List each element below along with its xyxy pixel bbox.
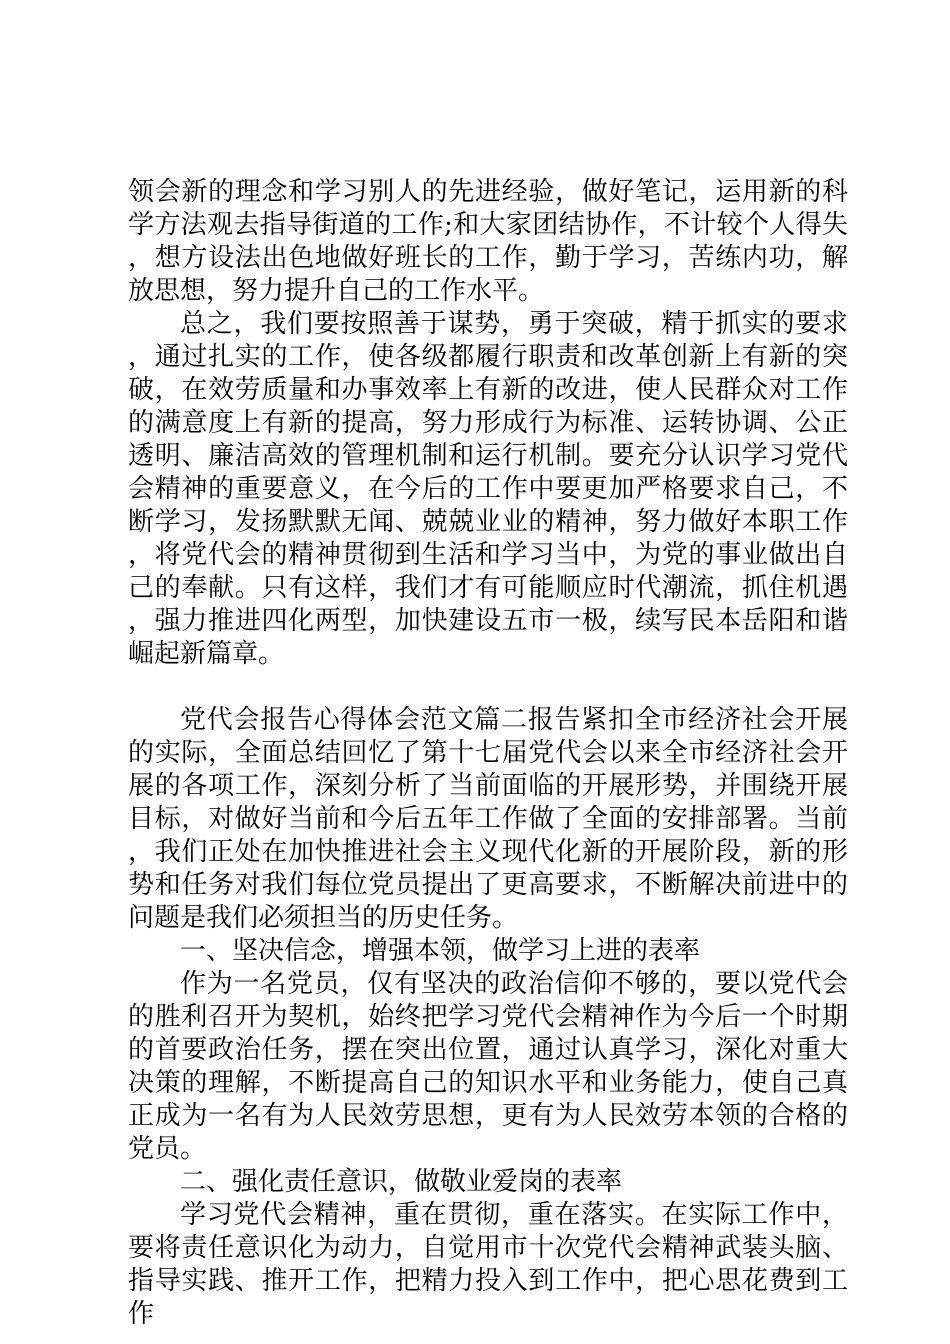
paragraph-1: 领会新的理念和学习别人的先进经验，做好笔记，运用新的科学方法观去指导街道的工作;和大家团结协作，不计较个人得失，想方设法出色地做好班长的工作，勤于学习，苦练内功，解放思想，努力提升自己的工作水平。 [128, 177, 848, 306]
paragraph-3: 党代会报告心得体会范文篇二报告紧扣全市经济社会开展的实际，全面总结回忆了第十七届党代会以来全市经济社会开展的各项工作，深刻分析了当前面临的开展形势，并围绕开展目标，对做好当前和今后五年工作做了全面的安排部署。当前，我们正处在加快推进社会主义现代化新的开展阶段，新的形势和任务对我们每位党员提出了更高要求，不断解决前进中的问题是我们必须担当的历史任务。 [128, 705, 848, 933]
section-heading-2: 二、强化责任意识，做敬业爱岗的表率 [180, 1167, 623, 1197]
section-heading-1: 一、坚决信念，增强本领，做学习上进的表率 [180, 936, 701, 966]
document-page [128, 176, 848, 1331]
paragraph-2: 总之，我们要按照善于谋势，勇于突破，精于抓实的要求，通过扎实的工作，使各级都履行职责和改革创新上有新的突破，在效劳质量和办事效率上有新的改进，使人民群众对工作的满意度上有新的提高，努力形成行为标准、运转协调、公正透明、廉洁高效的管理机制和运行机制。要充分认识学习党代会精神的重要意义，在今后的工作中要更加严格要求自己，不断学习，发扬默默无闻、兢兢业业的精神，努力做好本职工作，将党代会的精神贯彻到生活和学习当中，为党的事业做出自己的奉献。只有这样，我们才有可能顺应时代潮流，抓住机遇，强力推进四化两型，加快建设五市一极，续写民本岳阳和谐崛起新篇章。 [128, 309, 848, 669]
paragraph-5: 学习党代会精神，重在贯彻，重在落实。在实际工作中，要将责任意识化为动力，自觉用市十次党代会精神武装头脑、指导实践、推开工作，把精力投入到工作中，把心思花费到工作 [128, 1200, 848, 1329]
paragraph-4: 作为一名党员，仅有坚决的政治信仰不够的，要以党代会的胜利召开为契机，始终把学习党代会精神作为今后一个时期的首要政治任务，摆在突出位置，通过认真学习，深化对重大决策的理解，不断提高自己的知识水平和业务能力，使自己真正成为一名有为人民效劳思想，更有为人民效劳本领的合格的党员。 [128, 969, 848, 1164]
